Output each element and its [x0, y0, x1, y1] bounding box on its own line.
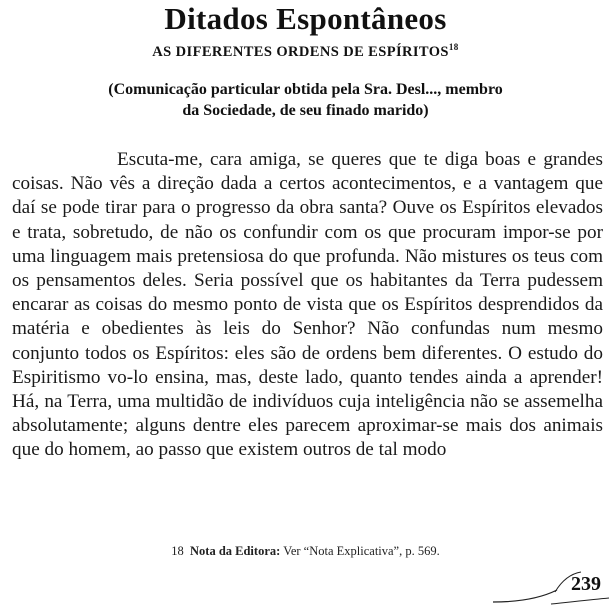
page-title: Ditados Espontâneos — [164, 1, 447, 36]
subtitle-text: AS DIFERENTES ORDENS DE ESPÍRITOS — [152, 44, 449, 60]
body-paragraph: Escuta-me, cara amiga, se queres que te diga boas e grandes coisas. Não vês a direção dada a certos acontecimentos, e a vantagem que daí se pode tirar para o progresso da obra santa? Ouve os Espíritos elevados e trata, sobretudo, de não os confundir com os que procuram impor-se por uma linguagem mais pretensiosa do que profunda. Não mistures os teus com os pensamentos deles. Seria possível que os habitantes da Terra pudessem encarar as coisas do mesmo ponto de vista que os Espíritos desprendidos da matéria e obedientes às leis do Senhor? Não confundas num mesmo conjunto todos os Espíritos: eles são de ordens bem diferentes. O estudo do Espiritismo vo-lo ensina, mas, deste lado, quanto tendes ainda a aprender! Há, na Terra, uma multidão de indivíduos cuja inteligência não se assemelha absolutamente; alguns dentre eles parecem aproximar-se mais dos animais que do homem, ao passo que existem outros de tal modo — [12, 149, 603, 461]
footnote-label: Nota da Editora: — [190, 544, 281, 558]
section-subtitle — [0, 42, 611, 62]
footnote — [0, 543, 611, 559]
note-line-1: (Comunicação particular obtida pela Sra. Desl..., membro — [108, 81, 503, 98]
footnote-reference: 18 — [448, 42, 459, 53]
page-number: 239 — [571, 573, 601, 595]
footnote-number: 18 — [171, 544, 184, 558]
communication-note — [0, 79, 611, 121]
note-line-2: da Sociedade, de seu finado marido) — [182, 102, 429, 119]
footnote-text: Ver “Nota Explicativa”, p. 569. — [283, 544, 440, 558]
page-number-badge — [491, 568, 611, 608]
